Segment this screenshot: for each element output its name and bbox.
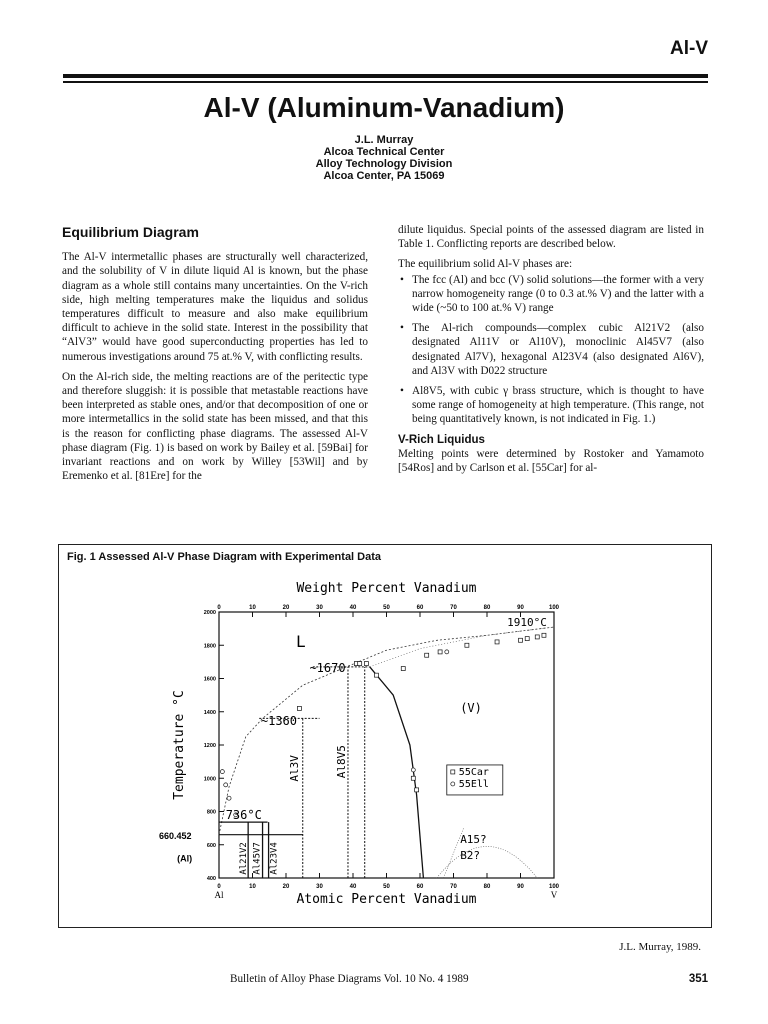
x2-tick-label: 60 (416, 605, 424, 611)
x-tick-label: 30 (316, 884, 323, 890)
data-point-55car (297, 706, 301, 710)
data-point-55ell (227, 796, 231, 800)
data-point-55ell (411, 768, 415, 772)
right-column (398, 223, 704, 481)
x-tick-label: 20 (282, 884, 290, 890)
data-point-55car (519, 638, 523, 642)
data-point-55car (364, 662, 368, 666)
data-point-55car (465, 643, 469, 647)
list-item: • The Al-rich compounds—complex cubic Al21V2 (also designated Al11V or Al10V), monoclinic Al45V7 (also designated Al7V), hexagonal Al23V4 (also designated Al6V), and Al3V with D022 structure (398, 321, 704, 378)
header-rule (63, 74, 708, 78)
x2-tick-label: 70 (450, 605, 457, 611)
x2-tick-label: 100 (548, 605, 560, 611)
y-tick-label: 400 (206, 876, 216, 882)
y-axis-label: Temperature °C (172, 690, 187, 800)
x2-tick-label: 40 (349, 605, 357, 611)
x-tick-label: 60 (416, 884, 424, 890)
author-affiliation: Alcoa Technical Center (323, 146, 445, 158)
al8v5-label: Al8V5 (334, 745, 348, 779)
y-tick-label: 1600 (203, 676, 216, 683)
x-tick-label: 90 (517, 884, 524, 890)
x2-tick-label: 80 (483, 605, 491, 611)
y-tick-label: 1000 (203, 776, 216, 783)
liquidus-line (219, 627, 554, 835)
x2-tick-label: 20 (282, 605, 290, 611)
legend-marker-circle (451, 782, 455, 786)
temp-1670-label: ~1670 (309, 660, 346, 675)
data-point-55car (535, 635, 539, 639)
phase-diagram (59, 545, 711, 927)
header-rule-thin (63, 81, 708, 83)
temp-736-label: 736°C (225, 807, 262, 822)
figure (58, 544, 712, 953)
x2-tick-label: 90 (517, 605, 524, 611)
x2-tick-label: 10 (249, 605, 256, 611)
subsection-heading: V-Rich Liquidus (398, 433, 485, 446)
author-division: Alloy Technology Division (315, 158, 453, 170)
y-tick-label: 800 (206, 809, 216, 816)
al21v2-label: Al21V2 (239, 842, 250, 875)
b2-label: B2? (460, 848, 481, 862)
paragraph: On the Al-rich side, the melting reactions are of the peritectic type and therefore sluggish: it is possible that metastable reactions have been interpreted as stable ones, and/or that decomposition of one or more intermetallics in the solid state has been missed, and that this is the reason for conflicting phase diagrams. The assessed Al-V phase diagram (Fig. 1) is based on work by Bailey et al. [59Bai] for invariant reactions and on work by Willey [53Wil] and by Eremenko et al. [81Ere] for the (62, 370, 368, 483)
data-point-55car (411, 776, 415, 780)
legend-label: 55Ell (458, 778, 489, 790)
data-point-55car (525, 637, 529, 641)
bcc-solvus-line (370, 667, 424, 878)
data-point-55car (438, 650, 442, 654)
top-axis-label: Weight Percent Vanadium (296, 581, 477, 596)
data-point-55ell (224, 783, 228, 787)
header-tag: Al-V (670, 38, 708, 59)
x2-tick-label: 30 (316, 605, 323, 611)
al-end-label: Al (214, 890, 224, 900)
data-point-55car (425, 653, 429, 657)
al45v7-label: Al45V7 (252, 842, 263, 875)
data-point-55car (542, 633, 546, 637)
paragraph: dilute liquidus. Special points of the assessed diagram are listed in Table 1. Conflicting reports are described below. (398, 224, 704, 251)
temp-1910-label: 1910°C (507, 616, 547, 630)
x2-tick-label: 50 (383, 605, 390, 611)
a15-label: A15? (460, 833, 487, 847)
list-item: • Al8V5, with cubic γ brass structure, which is thought to have some range of homogeneity at high temperature. (This range, not being quantitatively known, is not indicated in Fig. 1.) (398, 384, 704, 427)
author-address: Alcoa Center, PA 15069 (323, 170, 445, 182)
x-tick-label: 0 (217, 884, 221, 890)
temp-1360-label: ~1360 (260, 714, 297, 729)
plot-frame (219, 612, 554, 878)
liquid-label: L (296, 631, 306, 651)
legend-label: 55Car (458, 766, 489, 778)
author-block (0, 134, 768, 182)
bcc-label: (V) (460, 700, 482, 715)
section-heading: Equilibrium Diagram (62, 224, 199, 240)
left-column (62, 225, 368, 489)
data-point-55car (358, 662, 362, 666)
x-tick-label: 80 (483, 884, 491, 890)
temp-660-label: 660.452 (159, 830, 192, 841)
y-tick-label: 1200 (203, 743, 216, 749)
y-tick-label: 600 (206, 842, 216, 849)
page-title: Al-V (Aluminum-Vanadium) (203, 92, 565, 123)
x-tick-label: 40 (349, 884, 357, 890)
x-tick-label: 50 (383, 884, 390, 890)
page-number: 351 (688, 973, 708, 985)
paragraph: The equilibrium solid Al-V phases are: (398, 258, 573, 271)
al23v4-label: Al23V4 (269, 842, 280, 875)
data-point-55ell (445, 650, 449, 654)
figure-caption: Fig. 1 Assessed Al-V Phase Diagram with Experimental Data (67, 551, 382, 563)
v-end-label: V (550, 890, 558, 900)
fcc-label: (Al) (177, 853, 193, 864)
x2-tick-label: 0 (217, 605, 221, 611)
journal-footer: Bulletin of Alloy Phase Diagrams Vol. 10 No. 4 1989 (230, 973, 469, 985)
y-tick-label: 1400 (203, 709, 216, 716)
paragraph: The Al-V intermetallic phases are structurally well characterized, and the solubility of V in dilute liquid Al is known, but the phase diagram as a whole still contains many uncertainties. On the V-rich side, high melting temperatures make the liquidus and solidus temperatures difficult to measure and also make equilibrium difficult to achieve in the solid state. Interest in the possibility that “AlV3” would have good superconducting properties has led to numerous investigations around 75 at.% V, with conflicting results. (62, 251, 368, 363)
y-tick-label: 1800 (203, 643, 216, 650)
data-point-55car (401, 667, 405, 671)
x-tick-label: 70 (450, 884, 457, 890)
list-item: • The fcc (Al) and bcc (V) solid solutions—the former with a very narrow homogeneity range (0 to 0.3 at.% V) and the latter with a wide (~50 to 100 at.% V) range (398, 273, 704, 316)
y-tick-label: 2000 (203, 610, 216, 616)
data-point-55car (374, 673, 378, 677)
paragraph: Melting points were determined by Rostoker and Yamamoto [54Ros] and by Carlson et al. [55Car] for al- (398, 447, 704, 475)
x-tick-label: 100 (548, 884, 560, 890)
x-tick-label: 10 (249, 884, 256, 890)
legend-marker-square (451, 770, 455, 774)
phase-list (398, 273, 704, 427)
data-point-55ell (220, 770, 224, 774)
data-point-55car (495, 640, 499, 644)
author-name: J.L. Murray (354, 134, 414, 146)
al3v-label: Al3V (288, 755, 302, 782)
data-point-55car (415, 788, 419, 792)
figure-credit: J.L. Murray, 1989. (619, 941, 701, 953)
solidus-line (370, 627, 554, 667)
bottom-axis-label: Atomic Percent Vanadium (296, 892, 477, 907)
